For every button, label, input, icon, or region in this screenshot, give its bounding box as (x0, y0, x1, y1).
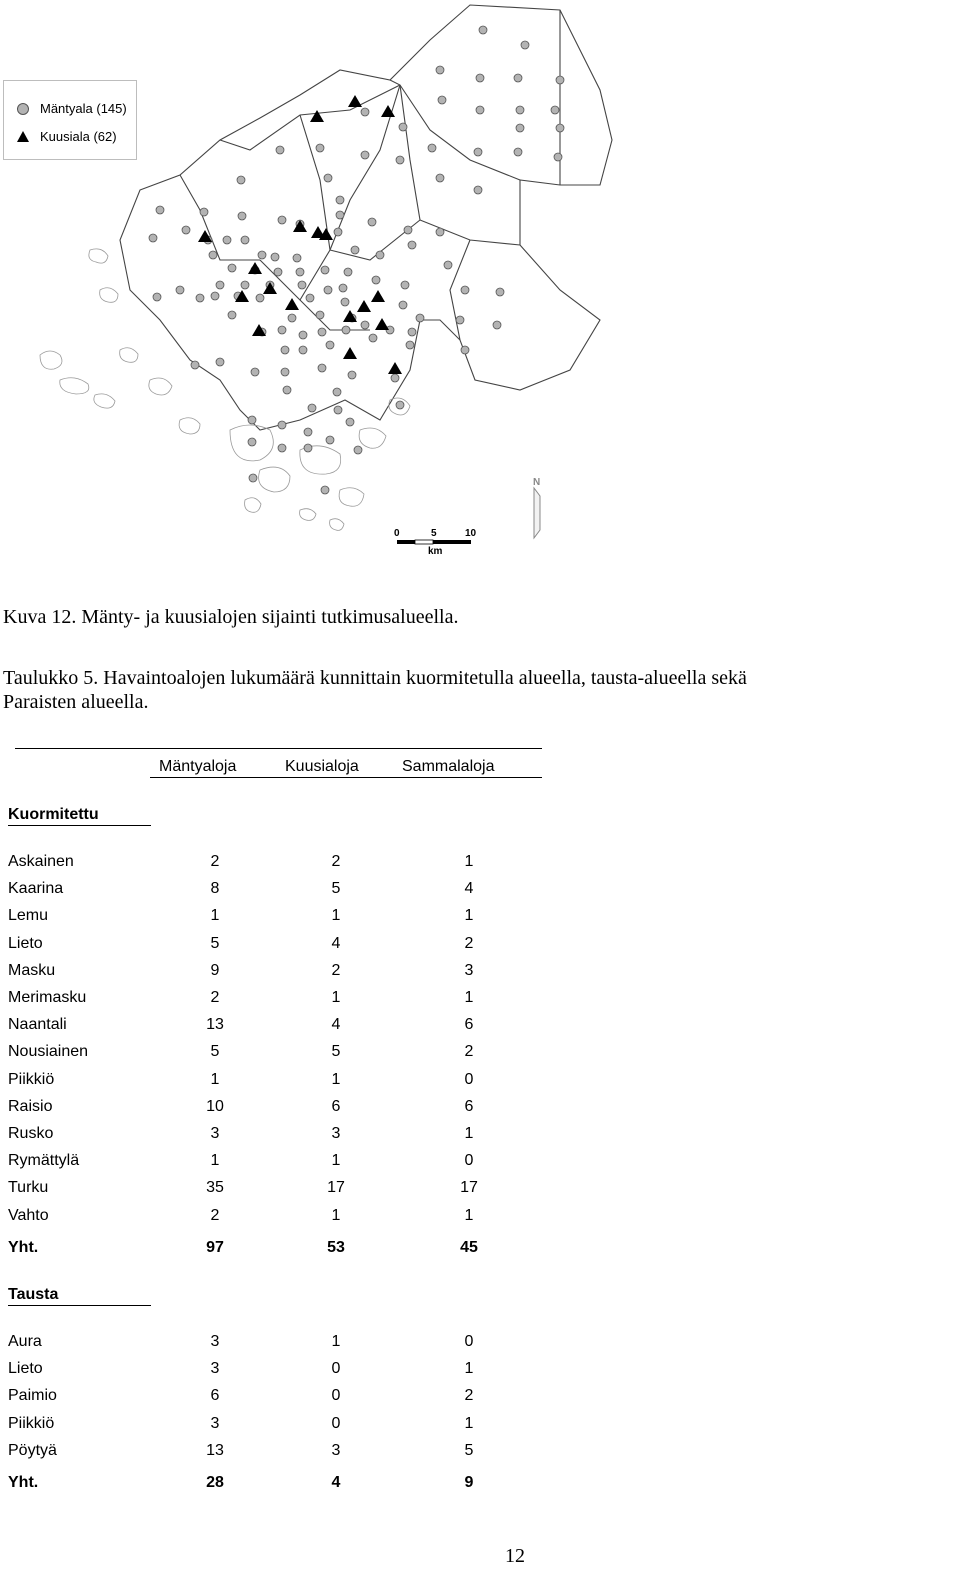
section-rule-kuormitettu (8, 825, 151, 826)
header-rule (150, 777, 542, 778)
row-value: 5 (464, 1441, 474, 1459)
row-name: Piikkiö (8, 1414, 55, 1432)
row-value: 3 (464, 961, 474, 979)
row-value: 13 (206, 1441, 224, 1459)
row-value: 1 (331, 1206, 341, 1224)
row-value: 9 (210, 961, 220, 979)
row-name: Lemu (8, 907, 49, 925)
row-value: 0 (464, 1070, 474, 1088)
row-value: 3 (331, 1125, 341, 1142)
row-name: Paimio (8, 1387, 57, 1405)
row-name: Pöytyä (8, 1441, 57, 1459)
row-value: 2 (464, 1387, 474, 1405)
column-header-pine: Mäntyaloja (159, 758, 237, 775)
row-value: 10 (206, 1097, 224, 1115)
row-name: Yht. (8, 1474, 39, 1491)
row-value: 8 (210, 880, 220, 898)
row-value: 1 (210, 1152, 220, 1170)
row-value: 53 (327, 1239, 345, 1256)
row-name: Nousiainen (8, 1043, 89, 1061)
row-value: 2 (331, 961, 341, 979)
scale-unit: km (428, 546, 443, 557)
scale-tick-0: 0 (394, 528, 400, 539)
table-caption-line1: Taulukko 5. Havaintoalojen lukumäärä kunnittain kuormitetulla alueella, tausta-alueella sekä (3, 667, 747, 689)
row-value: 4 (331, 1474, 341, 1491)
section-title-kuormitettu: Kuormitettu (8, 806, 99, 823)
scale-tick-5: 5 (431, 528, 437, 539)
row-name: Kaarina (8, 880, 64, 898)
legend-label-pine: Mäntyala (145) (40, 101, 127, 116)
row-value: 1 (331, 989, 341, 1006)
row-value: 5 (331, 880, 341, 898)
row-value: 0 (331, 1360, 341, 1378)
row-value: 0 (464, 1152, 474, 1170)
row-value: 2 (464, 1043, 474, 1061)
row-value: 2 (210, 853, 220, 870)
row-value: 35 (206, 1179, 224, 1197)
row-name: Askainen (8, 853, 74, 870)
row-value: 1 (464, 1360, 474, 1378)
row-value: 3 (210, 1414, 220, 1432)
row-name: Merimasku (8, 989, 87, 1006)
row-name: Lieto (8, 934, 43, 952)
row-value: 1 (464, 853, 474, 870)
row-value: 6 (464, 1097, 474, 1115)
north-label: N (533, 477, 541, 488)
row-name: Masku (8, 961, 56, 979)
legend-label-spruce: Kuusiala (62) (40, 129, 117, 144)
row-value: 1 (464, 1414, 474, 1432)
row-value: 2 (210, 1206, 220, 1224)
row-name: Piikkiö (8, 1070, 55, 1088)
row-name: Rusko (8, 1125, 54, 1142)
row-value: 4 (331, 1016, 341, 1034)
row-value: 2 (331, 853, 341, 870)
row-value: 5 (331, 1043, 341, 1061)
row-value: 4 (331, 934, 341, 952)
row-value: 1 (464, 1125, 474, 1142)
row-value: 5 (210, 1043, 220, 1061)
row-value: 3 (210, 1333, 220, 1350)
row-value: 6 (210, 1387, 220, 1405)
row-value: 13 (206, 1016, 224, 1034)
column-header-moss: Sammalaloja (402, 758, 495, 775)
table-caption-line2: Paraisten alueella. (3, 691, 149, 713)
section-rule-tausta (8, 1305, 151, 1306)
row-name: Vahto (8, 1206, 49, 1224)
row-value: 6 (464, 1016, 474, 1034)
row-value: 5 (210, 934, 220, 952)
row-name: Raisio (8, 1097, 53, 1115)
column-header-spruce: Kuusialoja (285, 758, 359, 775)
row-value: 1 (331, 907, 341, 925)
row-value: 6 (331, 1097, 341, 1115)
row-name: Rymättylä (8, 1152, 80, 1170)
row-value: 0 (464, 1333, 474, 1350)
row-value: 3 (331, 1441, 341, 1459)
row-value: 1 (331, 1070, 341, 1088)
row-value: 1 (210, 1070, 220, 1088)
row-value: 1 (331, 1152, 341, 1170)
row-name: Lieto (8, 1360, 43, 1378)
row-value: 3 (210, 1125, 220, 1142)
table-top-rule (15, 748, 542, 749)
row-value: 2 (210, 989, 220, 1006)
row-value: 1 (210, 907, 220, 925)
row-value: 17 (460, 1179, 478, 1197)
row-value: 0 (331, 1387, 341, 1405)
row-name: Yht. (8, 1239, 39, 1256)
scale-tick-10: 10 (465, 528, 477, 539)
row-value: 45 (460, 1239, 478, 1256)
row-value: 0 (331, 1414, 341, 1432)
row-value: 2 (464, 934, 474, 952)
figure-caption: Kuva 12. Mänty- ja kuusialojen sijainti tutkimusalueella. (3, 606, 459, 628)
row-name: Turku (8, 1179, 49, 1197)
row-value: 1 (464, 1206, 474, 1224)
row-value: 1 (464, 907, 474, 925)
row-value: 1 (464, 989, 474, 1006)
section-title-tausta: Tausta (8, 1286, 59, 1303)
row-name: Naantali (8, 1016, 67, 1034)
row-name: Aura (8, 1333, 42, 1350)
row-value: 3 (210, 1360, 220, 1378)
page-number: 12 (505, 1545, 525, 1567)
row-value: 9 (464, 1474, 474, 1491)
row-value: 1 (331, 1333, 341, 1350)
row-value: 4 (464, 880, 474, 898)
row-value: 97 (206, 1239, 224, 1256)
row-value: 28 (206, 1474, 224, 1491)
row-value: 17 (327, 1179, 345, 1197)
